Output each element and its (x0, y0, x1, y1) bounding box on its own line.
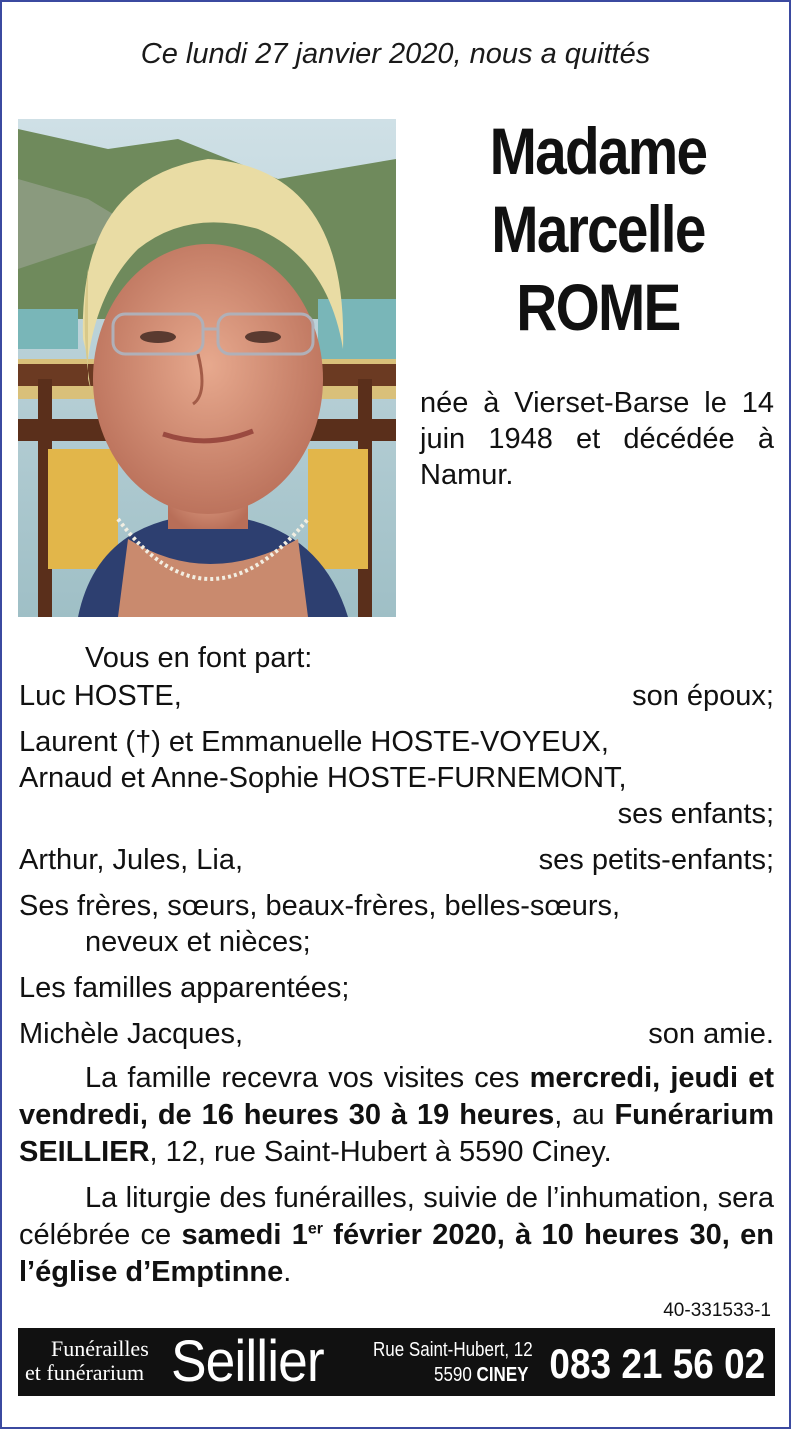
deceased-name (420, 112, 776, 346)
family-line-name: Arnaud et Anne-Sophie HOSTE-FURNEMONT, (19, 762, 627, 794)
family-line-name: Les familles apparentées; (19, 972, 350, 1004)
funeral-details: février 2020, à 10 heures 30, en l’église d’Emptinne (19, 1219, 774, 1288)
family-line-name: Laurent (†) et Emmanuelle HOSTE-VOYEUX, (19, 726, 609, 758)
visits-schedule: mercredi, jeudi et vendredi, de 16 heures 30 à 19 heures (19, 1062, 774, 1131)
family-line (19, 760, 774, 796)
reference-number: 40-331533-1 (663, 1300, 771, 1321)
portrait-photo (18, 119, 396, 617)
banner-address-street: Rue Saint-Hubert, 12 (373, 1339, 533, 1361)
funeral-home-banner (18, 1328, 775, 1396)
visits-text: , au (554, 1099, 615, 1131)
family-line-name: Michèle Jacques, (19, 1018, 244, 1050)
banner-address-city (434, 1364, 529, 1386)
family-line-relation: ses enfants; (617, 798, 774, 830)
deceased-first-name: Marcelle (491, 192, 705, 266)
family-line-name: Ses frères, sœurs, beaux-frères, belles-sœurs, (19, 890, 621, 922)
deceased-last-name: ROME (516, 270, 680, 344)
banner-city: CINEY (476, 1364, 529, 1386)
visits-paragraph (19, 1060, 774, 1171)
family-line (19, 970, 774, 1006)
visits-text: La famille recevra vos visites ces (85, 1062, 530, 1094)
date-line: Ce lundi 27 janvier 2020, nous a quittés (140, 38, 651, 70)
funeral-paragraph (19, 1180, 774, 1291)
funeral-date-sup: er (307, 1220, 323, 1238)
funeral-text: La liturgie des funérailles, suivie de l’inhumation, sera célébrée ce (19, 1182, 774, 1251)
banner-line2: et funérarium (25, 1360, 145, 1385)
portrait-illustration (18, 119, 396, 617)
family-line (19, 796, 774, 832)
family-line-name: Luc HOSTE, (19, 680, 182, 712)
funeral-home-name: Funérarium SEILLIER (19, 1099, 774, 1168)
banner-phone: 083 21 56 02 (549, 1340, 765, 1387)
family-line-relation: son époux; (632, 680, 774, 712)
deceased-title: Madame (489, 114, 707, 188)
family-line-relation: ses petits-enfants; (538, 844, 774, 876)
family-line (19, 678, 774, 714)
birth-info: née à Vierset-Barse le 14 juin 1948 et décédée à Namur. (420, 387, 774, 491)
banner-line1: Funérailles (51, 1336, 149, 1361)
family-line (19, 924, 774, 960)
family-line-relation: son amie. (648, 1018, 774, 1050)
family-line (19, 1016, 774, 1052)
funeral-text-end: . (283, 1256, 292, 1288)
family-line (19, 724, 774, 760)
family-line-name: Arthur, Jules, Lia, (19, 844, 244, 876)
family-line (19, 888, 774, 924)
banner-brand: Seillier (171, 1329, 324, 1394)
banner-address-zip: 5590 (434, 1364, 477, 1386)
announcement-intro: Vous en font part: (85, 642, 313, 674)
family-line (19, 842, 774, 878)
family-line-name: neveux et nièces; (85, 926, 311, 958)
visits-address: , 12, rue Saint-Hubert à 5590 Ciney. (149, 1136, 612, 1168)
funeral-date: samedi 1 (181, 1219, 308, 1251)
